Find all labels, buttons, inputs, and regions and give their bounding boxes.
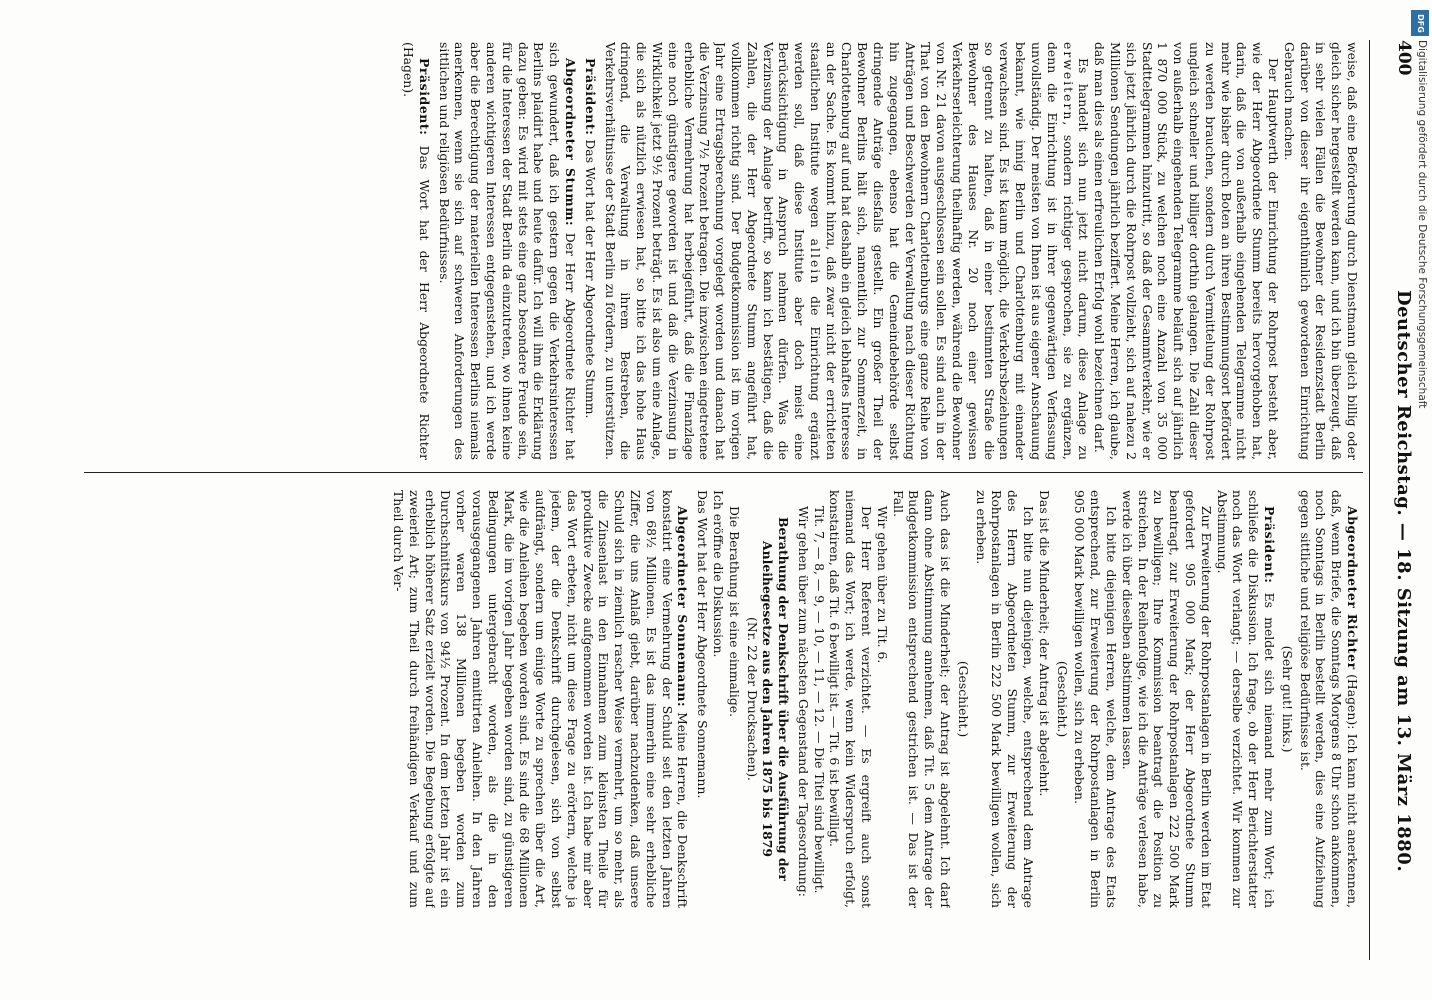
- paragraph: Der Hauptwerth der Einrichtung der Rohrpost besteht aber, wie der Herr Abgeordnete Stumm bereits hervorgehoben hat, darin, daß die von außerhalb eingehenden Telegramme nicht mehr wie bisher durch Boten an ihren Bestimmungsort befördert zu werden brauchen, sondern durch Vermittelung der Rohrpost ungleich schneller und billiger dorthin gelangen. Die Zahl dieser von außerhalb eingehenden Telegramme beläuft sich auf jährlich 1 870 000 Stück, zu welchen noch eine Anzahl von 35 000 Stadttelegrammen hinzutritt, so daß der Gesammtverkehr, wie er sich jetzt jährlich durch die Rohrpost vollzieht, sich auf nahezu 2 Millionen Sendungen jährlich beziffert. Meine Herren, ich glaube, daß man dies als einen erfreulichen Erfolg wohl bezeichnen darf.: [1092, 42, 1282, 460]
- text-run: Meine Herren, die Denkschrift konstatirt eine Vermehrung der Schuld seit den letzten Jahren von 68½ Millionen. Es ist das immerhin eine sehr erhebliche Ziffer, die uns Anlaß giebt, darüber nachzudenken, daß unsere Schuld sich in ziemlich rascher Weise vermehrt, um so mehr, als die Zinsenlast in den Einnahmen zum kleinsten Theile für produktive Zwecke aufgenommen worden ist. Ich habe mir aber das Wort erbeten, nicht um diese Frage zu erörtern, welche ja jedem, der die Denkschrift durchgelesen, sich von selbst aufdrängt, sondern um einige Worte zu sprechen über die Art, wie die Anleihen begeben worden sind. Es sind die 68 Millionen Mark, die im vorigen Jahr begeben worden sind, zu günstigeren Bedingungen untergebracht worden, als die in den vorausgegangenen Jahren emittirten Anleihen. In den Jahren vorher waren 138 Millionen begeben worden zum Durchschnittskurs von 94½ Prozent. In dem letzten Jahr ist ein erheblich höherer Satz erzielt worden. Die Begebung erfolgte auf zweierlei Art; zum Theil durch freihändigen Verkauf und zum Theil durch Ver-: [390, 490, 691, 908]
- text-run: Der Herr Abgeordnete Richter hat sich gewundert, daß ich gestern gegen die Verkehrsinteressen Berlins plaidirt habe und heute dafür. Ich will ihm die Erklärung dazu geben: Es wird mit stets eine ganz besondere Freude sein, für die Interessen der Stadt Berlin da einzutreten, wo ihnen keine anderen wichtigeren Interessen entgegenstehen, und ich werde aber die Berechtigung der materiellen Interessen Berlins niemals anerkennen, wenn sie sich auf schweren Anforderungen des sittlichen und religiösen Bedürfnisses.: [436, 42, 578, 460]
- side-credit-text: Digitalisierung gefördert durch die Deutsche Forschungsgemeinschaft: [1416, 40, 1428, 409]
- paragraph: Tit. 7, — 8, — 9, — 10, — 11, — 12. — Die Titel sind bewilligt.: [811, 506, 827, 894]
- speaker-label: Präsident:: [582, 58, 598, 136]
- paragraph: Zur Erweiterung der Rohrpostanlagen in Berlin werden im Etat gefordert 905 000 Mark; der Herr Abgeordnete Stumm beantragt, zur Erweiterung der Rohrpostanlagen 222 500 Mark zu bewilligen; Ihre Kommission beantragt die Position zu streichen. In der Reihenfolge, wie ich die Anträge verlesen habe, werde ich über dieselben abstimmen lassen.: [1119, 490, 1214, 908]
- text-run: Das Wort hat der Herr Abgeordnete Richter (Hagen).: [400, 42, 432, 460]
- speaker-label: Abgeordneter Sonnemann:: [675, 506, 691, 708]
- paragraph: Wir gehen über zum nächsten Gegenstand der Tagesordnung:: [795, 506, 811, 897]
- text-run: Es meldet sich niemand mehr zum Wort; ich schließe die Diskussion. Ich frage, ob der Herr Berichterstatter noch das Wort verlangt; — derselbe verzichtet. Wir kommen zur Abstimmung.: [1214, 490, 1278, 908]
- dfg-logo: [1411, 10, 1429, 36]
- speaker-label: Präsident:: [1262, 506, 1278, 584]
- reaction: (Geschieht.): [1054, 660, 1070, 738]
- side-credit: [1400, 40, 1432, 740]
- paragraph: [582, 42, 598, 460]
- text-run: Es handelt sich nun jetzt nicht darum, diese Anlage zu: [1076, 58, 1092, 460]
- right-column: [88, 490, 1360, 908]
- left-column: [88, 42, 1360, 460]
- paragraph: [1214, 490, 1277, 908]
- reaction: (Geschieht.): [955, 660, 971, 738]
- paragraph: [602, 42, 1092, 460]
- running-title: Deutscher Reichstag. — 18. Sitzung am 13. März 1880.: [1393, 290, 1414, 873]
- agenda-reference: (Nr. 22 der Drucksachen).: [744, 617, 760, 781]
- paragraph: Wir gehen über zu Tit. 6.: [874, 506, 890, 664]
- paragraph: [436, 42, 578, 460]
- paragraph: Das ist die Minderheit; der Antrag ist abgelehnt.: [1036, 490, 1052, 797]
- spaced-emphasis: erweitern: [1060, 42, 1076, 122]
- paragraph: weise, daß eine Beförderung durch Dienstmann gleich billig oder gleich sicher hergestellt werden kann, und ich bin überzeugt, daß in sehr vielen Fällen die Bewohner der Residenzstadt Berlin darüber von dieser ihr eigenthümlich gewordenen Einrichtung Gebrauch machen.: [1281, 42, 1360, 460]
- speaker-label: Abgeordneter Stumm:: [562, 58, 578, 227]
- text-run: , sondern richtiger gesprochen, sie zu ergänzen, denn die Einrichtung ist in ihrer gegenwärtigen Verfassung unvollständig. Der meisten von Ihnen ist aus eigener Anschauung bekannt, wie innig Berlin und Charlottenburg mit einander verwachsen sind. Es ist kaum möglich, die Verkehrsbeziehungen so getrennt zu halten, daß in einer bestimmten Straße die Bewohner des Hauses Nr. 20 noch einer gewissen Verkehrserleichterung theilhaftig werden, während die Bewohner von Nr. 21 davon ausgeschlossen sein sollen. Es sind auch in der That von den Bewohnern Charlottenburgs eine ganze Reihe von Anträgen und Beschwerden der Verwaltung nach dieser Richtung hin zugegangen, ebenso hat die Gemeindebehörde selbst dringende Anträge diesfalls gestellt. Ein großer Theil der Bewohner Berlins hält sich, namentlich zur Sommerzeit, in Charlottenburg auf und hat deshalb ein gleich lebhaftes Interesse an der Sache. Es kommt hinzu, daß zwar nicht der errichteten staatlichen Institute wegen: [807, 42, 1076, 460]
- paragraph: [400, 42, 432, 460]
- page-number: 400: [1394, 40, 1414, 76]
- paragraph: Ich eröffne die Diskussion.: [710, 490, 726, 658]
- paragraph: Der Herr Referent verzichtet. — Es ergreift auch sonst niemand das Wort; ich werde, wenn kein Widerspruch erfolgt, konstatiren, daß Tit. 6 bewilligt ist. — Tit. 6 ist bewilligt.: [827, 490, 875, 908]
- paragraph: Ich bitte diejenigen Herren, welche, dem Antrage des Etats entsprechend, zur Erweiterung der Rohrpostanlagen in Berlin 905 000 Mark bewilligen wollen, sich zu erheben.: [1072, 490, 1120, 908]
- text-run: Das Wort hat der Herr Abgeordnete Stumm.: [582, 139, 598, 419]
- dfg-logo-text: DFG: [1415, 13, 1425, 33]
- paragraph: [390, 490, 690, 908]
- text-run: die Einrichtung ergänzt werden soll, daß diese Institute aber doch meist eine Berücksichtigung in Anspruch nehmen dürfen. Was die Verzinsung der Anlage betrifft, so kann ich bestätigen, daß die Zahlen, die der Herr Abgeordnete Stumm angeführt hat, vollkommen richtig sind. Der Budgetkommission ist im vorigen Jahr eine Ertragsberechnung vorgelegt worden und danach hat die Verzinsung 7½ Prozent betragen. Die inzwischen eingetretene erhebliche Vermehrung hat herbeigeführt, daß die Finanzlage eine noch günstigere geworden ist und daß die Verzinsung in Wirklichkeit jetzt 9½ Prozent beträgt. Es ist also um eine Anlage, die sich als nützlich erwiesen hat, so bitte ich das hohe Haus dringend, die Verwaltung in ihrem Bestreben, die Verkehrsverhältnisse der Stadt Berlin zu fördern, zu unterstützen.: [602, 42, 823, 460]
- speaker-label: Präsident:: [416, 58, 432, 136]
- paragraph: Ich bitte nun diejenigen, welche, entsprechend dem Antrage des Herrn Abgeordneten Stumm, zur Erweiterung der Rohrpostanlagen in Berlin 222 500 Mark bewilligen wollen, sich zu erheben.: [973, 490, 1037, 908]
- spaced-emphasis: allein: [807, 238, 823, 286]
- column-divider: [84, 472, 1363, 473]
- paragraph: [1297, 490, 1360, 908]
- reaction: (Sehr gut! links.): [1279, 645, 1295, 753]
- paragraph: Das Wort hat der Herr Abgeordnete Sonnemann.: [695, 490, 711, 799]
- header-rule: [1369, 40, 1370, 960]
- paragraph: Auch das ist die Minderheit; der Antrag ist abgelehnt. Ich darf dann ohne Abstimmung annehmen, daß Tit. 5 dem Antrage der Budgetkommission entsprechend gestrichen ist. — Das ist der Fall.: [890, 490, 954, 908]
- speaker-label: Abgeordneter Richter: [1345, 506, 1360, 670]
- agenda-title: Berathung der Denkschrift über die Ausführung der Anleihegesetze aus den Jahren 1875 bis 1879: [760, 517, 792, 881]
- agenda-heading: [744, 490, 791, 908]
- text-run: (Hagen): Ich kann nicht anerkennen, daß, wenn Briefe, die Sonntags Morgens 8 Uhr schon ankommen, noch Sonntags in Berlin bestellt werden, dies eine Aufziehung gegen sittliche und religiöse Bedürfnisse ist.: [1297, 490, 1360, 908]
- paragraph: Die Berathung ist eine einmalige.: [726, 506, 742, 718]
